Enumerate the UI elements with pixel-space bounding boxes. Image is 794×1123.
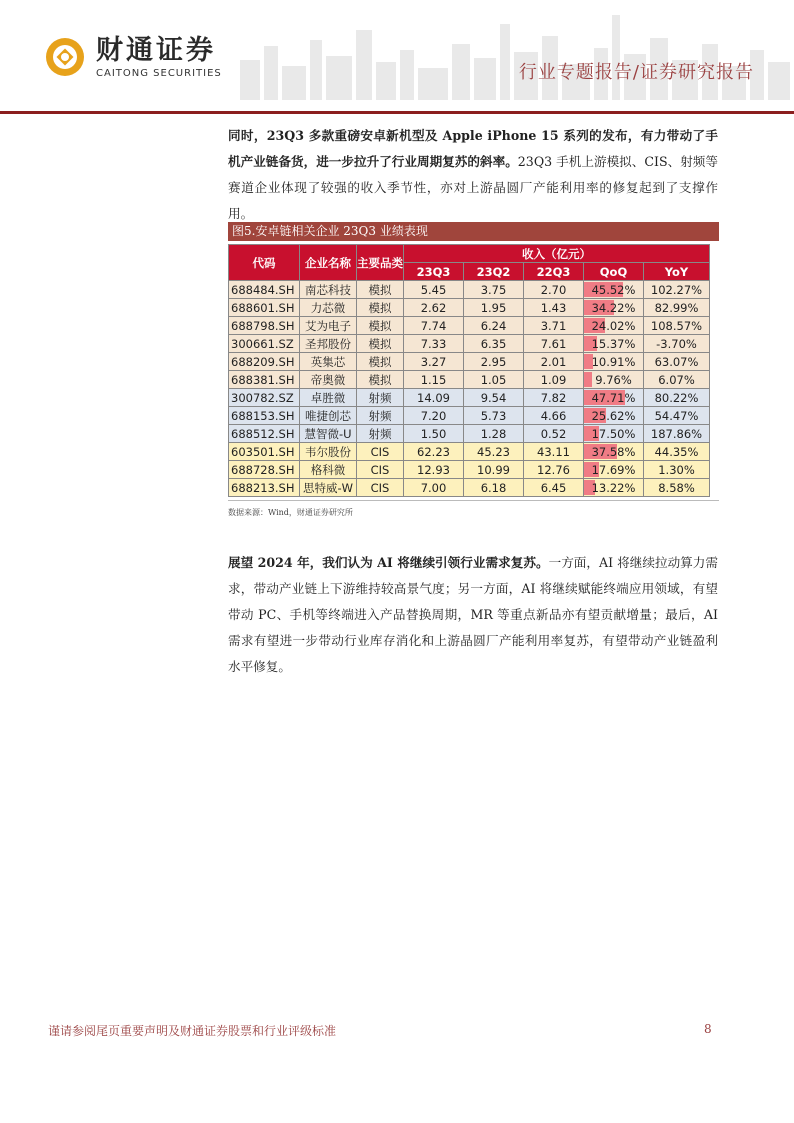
performance-table [228,244,710,497]
table-row [229,281,710,299]
cell-revenue-23q2: 3.75 [464,281,524,299]
cell-qoq [584,335,644,353]
header-category: 主要品类 [357,245,404,281]
cell-revenue-23q2: 5.73 [464,407,524,425]
cell-yoy: 6.07% [644,371,710,389]
cell-revenue-22q3: 2.01 [524,353,584,371]
cell-revenue-22q3: 3.71 [524,317,584,335]
cell-name: 英集芯 [300,353,357,371]
cell-qoq [584,299,644,317]
cell-yoy: 63.07% [644,353,710,371]
cell-revenue-23q2: 6.18 [464,479,524,497]
table-row [229,407,710,425]
cell-revenue-22q3: 6.45 [524,479,584,497]
table-row [229,389,710,407]
cell-yoy: 8.58% [644,479,710,497]
cell-revenue-23q3: 3.27 [404,353,464,371]
qoq-bar [584,372,592,387]
cell-qoq [584,353,644,371]
qoq-value: 17.69% [591,462,636,477]
cell-code: 688209.SH [229,353,300,371]
cell-revenue-22q3: 43.11 [524,443,584,461]
figure-bottom-rule [228,500,719,501]
table-row [229,353,710,371]
paragraph-1 [228,123,718,227]
cell-category: 射频 [357,389,404,407]
paragraph-2 [228,550,718,680]
header-22q3: 22Q3 [524,263,584,281]
table-row [229,371,710,389]
cell-code: 688798.SH [229,317,300,335]
cell-qoq [584,479,644,497]
cell-revenue-22q3: 7.61 [524,335,584,353]
cell-revenue-23q3: 7.33 [404,335,464,353]
cell-revenue-23q2: 1.95 [464,299,524,317]
logo-chinese-text: 财通证券 [96,35,216,66]
cell-name: 艾为电子 [300,317,357,335]
cell-name: 力芯微 [300,299,357,317]
cell-category: 射频 [357,407,404,425]
cell-qoq [584,461,644,479]
cell-qoq [584,425,644,443]
cell-qoq [584,317,644,335]
cell-revenue-23q3: 12.93 [404,461,464,479]
table-row [229,299,710,317]
cell-code: 300782.SZ [229,389,300,407]
cell-category: CIS [357,461,404,479]
qoq-value: 45.52% [591,282,636,297]
cell-category: 模拟 [357,281,404,299]
cell-qoq [584,443,644,461]
cell-revenue-23q3: 5.45 [404,281,464,299]
cell-revenue-23q3: 62.23 [404,443,464,461]
cell-code: 688484.SH [229,281,300,299]
cell-category: 模拟 [357,371,404,389]
cell-revenue-23q2: 10.99 [464,461,524,479]
cell-revenue-22q3: 2.70 [524,281,584,299]
footer-disclaimer: 谨请参阅尾页重要声明及财通证券股票和行业评级标准 [48,1024,337,1038]
qoq-value: 10.91% [591,354,636,369]
cell-yoy: 44.35% [644,443,710,461]
qoq-value: 13.22% [591,480,636,495]
table-body [229,281,710,497]
cell-name: 唯捷创芯 [300,407,357,425]
skyline-graphic [230,10,794,100]
cell-yoy: 108.57% [644,317,710,335]
qoq-value: 34.22% [591,300,636,315]
cell-category: 模拟 [357,299,404,317]
cell-name: 卓胜微 [300,389,357,407]
cell-name: 韦尔股份 [300,443,357,461]
paragraph-1-bold: 同时，23Q3 多款重磅安卓新机型及 Apple iPhone 15 系列的发布，有力带动了手机产业链备货，进一步拉升了行业周期复苏的斜率。 [228,128,718,169]
header-code: 代码 [229,245,300,281]
table-row [229,425,710,443]
header-23q2: 23Q2 [464,263,524,281]
cell-revenue-23q3: 14.09 [404,389,464,407]
cell-category: 模拟 [357,335,404,353]
cell-qoq [584,281,644,299]
cell-yoy: 187.86% [644,425,710,443]
cell-revenue-23q2: 2.95 [464,353,524,371]
cell-code: 688153.SH [229,407,300,425]
qoq-value: 37.58% [591,444,636,459]
table-row [229,443,710,461]
page-number: 8 [704,1022,712,1036]
cell-revenue-23q3: 1.15 [404,371,464,389]
cell-revenue-23q2: 9.54 [464,389,524,407]
cell-revenue-23q3: 2.62 [404,299,464,317]
cell-revenue-23q2: 6.24 [464,317,524,335]
page-header [0,0,794,115]
cell-revenue-22q3: 4.66 [524,407,584,425]
cell-revenue-23q2: 1.05 [464,371,524,389]
cell-revenue-23q3: 7.74 [404,317,464,335]
cell-revenue-22q3: 1.43 [524,299,584,317]
figure-source: 数据来源：Wind，财通证券研究所 [228,508,353,517]
cell-yoy: 1.30% [644,461,710,479]
cell-revenue-22q3: 0.52 [524,425,584,443]
cell-yoy: -3.70% [644,335,710,353]
table-row [229,335,710,353]
cell-qoq [584,407,644,425]
cell-yoy: 54.47% [644,407,710,425]
cell-code: 688213.SH [229,479,300,497]
header-revenue: 收入（亿元） [404,245,710,263]
cell-revenue-23q2: 6.35 [464,335,524,353]
cell-category: CIS [357,443,404,461]
qoq-value: 24.02% [591,318,636,333]
cell-name: 南芯科技 [300,281,357,299]
cell-name: 圣邦股份 [300,335,357,353]
table-row [229,479,710,497]
cell-yoy: 82.99% [644,299,710,317]
cell-category: 射频 [357,425,404,443]
cell-category: 模拟 [357,317,404,335]
cell-yoy: 80.22% [644,389,710,407]
header-name: 企业名称 [300,245,357,281]
qoq-value: 17.50% [591,426,636,441]
cell-code: 603501.SH [229,443,300,461]
cell-code: 688601.SH [229,299,300,317]
report-type-label: 行业专题报告/证券研究报告 [518,62,754,83]
cell-revenue-22q3: 12.76 [524,461,584,479]
cell-revenue-23q3: 7.20 [404,407,464,425]
cell-name: 慧智微-U [300,425,357,443]
qoq-value: 15.37% [591,336,636,351]
qoq-value: 9.76% [595,372,632,387]
header-yoy: YoY [644,263,710,281]
header-divider [0,111,794,114]
cell-yoy: 102.27% [644,281,710,299]
header-qoq: QoQ [584,263,644,281]
cell-name: 帝奥微 [300,371,357,389]
header-23q3: 23Q3 [404,263,464,281]
cell-code: 688728.SH [229,461,300,479]
paragraph-2-bold: 展望 2024 年，我们认为 AI 将继续引领行业需求复苏。 [228,555,549,570]
cell-qoq [584,371,644,389]
cell-revenue-22q3: 7.82 [524,389,584,407]
cell-revenue-22q3: 1.09 [524,371,584,389]
paragraph-1-normal: 23Q3 手机上游模拟、CIS、射频等赛道企业体现了较强的收入季节性，亦对上游晶圆厂产能利用率的修复起到了支撑作用。 [228,154,719,221]
cell-name: 格科微 [300,461,357,479]
caitong-logo-icon [44,36,86,78]
table-row [229,317,710,335]
table-row [229,461,710,479]
cell-revenue-23q2: 45.23 [464,443,524,461]
cell-code: 688512.SH [229,425,300,443]
figure-title: 图5.安卓链相关企业 23Q3 业绩表现 [228,222,719,241]
paragraph-2-normal: 一方面，AI 将继续拉动算力需求，带动产业链上下游维持较高景气度；另一方面，AI 将继续赋能终端应用领域，有望带动 PC、手机等终端进入产品替换周期，MR 等重点新品亦有望贡献增量；最后，AI 需求有望进一步带动行业库存消化和上游晶圆厂产能利用率复苏，有望带动产业链盈利水平修复。 [228,555,718,674]
cell-revenue-23q3: 7.00 [404,479,464,497]
cell-revenue-23q3: 1.50 [404,425,464,443]
cell-code: 688381.SH [229,371,300,389]
qoq-value: 25.62% [591,408,636,423]
cell-code: 300661.SZ [229,335,300,353]
cell-revenue-23q2: 1.28 [464,425,524,443]
cell-qoq [584,389,644,407]
cell-category: CIS [357,479,404,497]
logo-english-text: CAITONG SECURITIES [96,68,222,79]
cell-name: 思特威-W [300,479,357,497]
qoq-value: 47.71% [591,390,636,405]
cell-category: 模拟 [357,353,404,371]
